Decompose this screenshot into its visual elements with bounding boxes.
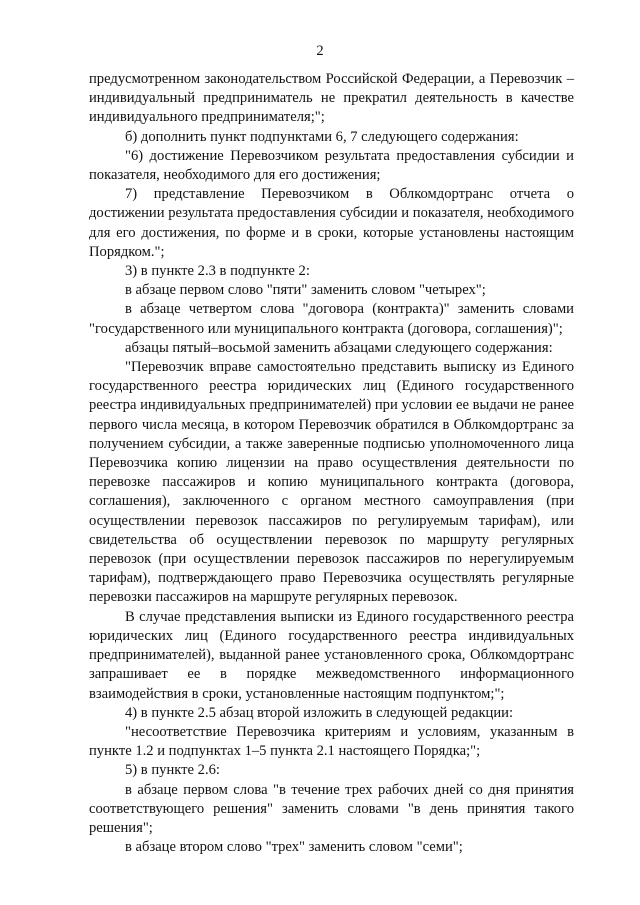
paragraph: в абзаце первом слова "в течение трех рабочих дней со дня принятия соответствующего решения" заменить словами "в день принятия такого решения"; (89, 781, 574, 836)
paragraph: 3) в пункте 2.3 в подпункте 2: (125, 263, 310, 280)
paragraph: "6) достижение Перевозчиком результата предоставления субсидии и показателя, необходимого для его достижения; (89, 147, 574, 184)
paragraph: в абзаце четвертом слова "договора (контракта)" заменить словами "государственного или муниципального контракта (договора, соглашения)"; (89, 301, 574, 337)
paragraph: предусмотренном законодательством Российской Федерации, а Перевозчик – индивидуальный предприниматель не прекратил деятельность в качестве индивидуального предпринимателя;"; (89, 71, 574, 126)
paragraph: "несоответствие Перевозчика критериям и условиям, указанным в пункте 1.2 и подпунктах 1–5 пункта 2.1 настоящего Порядка;"; (89, 723, 574, 760)
paragraph: в абзаце первом слово "пяти" заменить словом "четырех"; (125, 282, 486, 299)
document-body (89, 70, 574, 857)
page-number: 2 (316, 43, 324, 59)
paragraph: 7) представление Перевозчиком в Облкомдортранс отчета о достижении результата предоставления субсидии и показателя, необходимого для его достижения, по форме и в сроки, которые установлены настоящим Порядком."; (89, 186, 574, 260)
paragraph: в абзаце втором слово "трех" заменить словом "семи"; (125, 839, 463, 856)
paragraph: абзацы пятый–восьмой заменить абзацами следующего содержания: (125, 339, 553, 356)
paragraph: В случае представления выписки из Единого государственного реестра юридических лиц (Единого государственного реестра индивидуальных предпринимателей), выданной ранее установленного срока, Облкомдортранс запрашивает ее в порядке межведомственного информационного взаимодействия в сроки, установленные настоящим подпунктом;"; (89, 608, 574, 702)
paragraph: б) дополнить пункт подпунктами 6, 7 следующего содержания: (125, 128, 519, 145)
paragraph: 4) в пункте 2.5 абзац второй изложить в следующей редакции: (125, 704, 514, 721)
paragraph: "Перевозчик вправе самостоятельно представить выписку из Единого государственного реестра юридических лиц (Единого государственного реестра индивидуальных предпринимателей) при условии ее выдачи не ранее первого числа месяца, в котором Перевозчик обратился в Облкомдортранс за получением субсидии, а также заверенные подписью уполномоченного лица Перевозчика копию лицензии на право осуществления деятельности по перевозке пассажиров и копию муниципального контракта (договора, соглашения), заключенного с органом местного самоуправления (при осуществлении перевозок пассажиров по регулируемым тарифам), или свидетельства об осуществлении перевозок по маршруту регулярных перевозок (при осуществлении перевозок пассажиров по нерегулируемым тарифам), подтверждающего право Перевозчика осуществлять регулярные перевозки пассажиров на маршруте регулярных перевозок. (89, 359, 574, 606)
paragraph: 5) в пункте 2.6: (125, 762, 220, 779)
